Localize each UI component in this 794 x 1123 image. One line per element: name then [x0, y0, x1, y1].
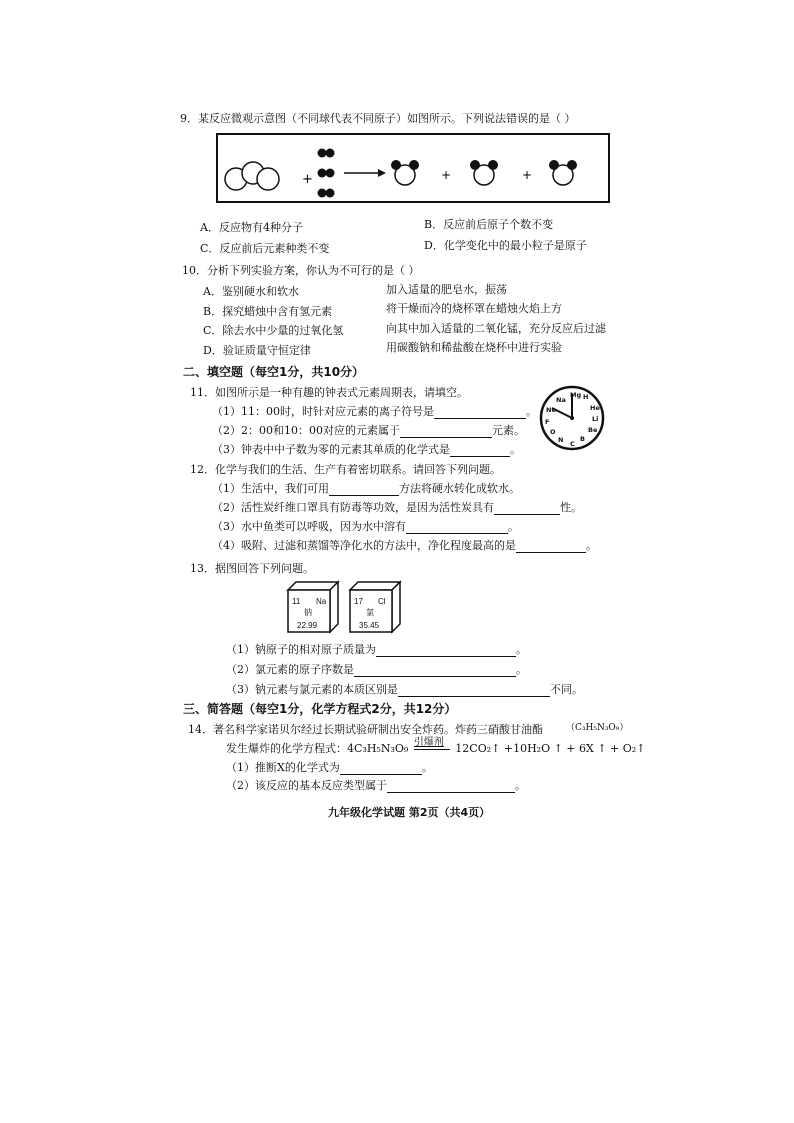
q13-part2-text: （2）氯元素的原子序数是 — [226, 663, 354, 676]
black-atom — [326, 149, 335, 158]
na-name: 钠 — [304, 608, 312, 617]
black-atom — [409, 160, 419, 170]
element-cards — [284, 578, 406, 634]
cl-mass: 35.45 — [359, 621, 380, 630]
q11-blank3 — [450, 446, 510, 457]
q14-equation — [226, 737, 646, 756]
black-atom — [567, 160, 577, 170]
q10-method-d: 用碳酸钠和稀盐酸在烧杯中进行实验 — [386, 341, 562, 354]
clock-label-o: O — [550, 428, 556, 436]
q9-stem: 9．某反应微观示意图（不同球代表不同原子）如图所示。下列说法错误的是（ ） — [180, 112, 576, 125]
q13-part3 — [226, 681, 583, 697]
q13-part3-text: （3）钠元素与氯元素的本质区别是 — [226, 683, 398, 696]
q12-part2-text: （2）活性炭纤维口罩具有防毒等功效，是因为活性炭具有 — [212, 501, 494, 514]
q14-part2-text: （2）该反应的基本反应类型属于 — [226, 779, 387, 792]
section2-title: 二、填空题（每空1分，共10分） — [183, 365, 365, 379]
q12-part2-end: 性。 — [560, 501, 582, 514]
q12-part4 — [212, 537, 597, 553]
q9-option-a: A．反应物有4种分子 — [200, 221, 303, 234]
q13-part1-end: 。 — [516, 643, 527, 656]
cl-cube-side — [392, 582, 400, 632]
white-atom — [257, 168, 279, 190]
na-cube-side — [330, 582, 338, 632]
clock-label-li: Li — [592, 415, 599, 423]
q13-part2-end: 。 — [516, 663, 527, 676]
black-atom — [549, 160, 559, 170]
black-atom — [326, 189, 335, 198]
q14-part1-text: （1）推断X的化学式为 — [226, 761, 340, 774]
q10-goal-a: A．鉴别硬水和软水 — [203, 285, 299, 298]
clock-label-b: B — [580, 435, 585, 443]
q14-blank2 — [387, 782, 515, 793]
clock-label-n: N — [558, 436, 564, 444]
clock-label-f: F — [545, 418, 550, 426]
plus-sign: + — [302, 172, 313, 187]
q14-eq-condition: 引爆剂 — [413, 737, 444, 748]
na-number: 11 — [292, 597, 301, 606]
q13-part1 — [226, 641, 527, 657]
clock-label-he: He — [590, 404, 600, 412]
element-clock — [538, 384, 606, 452]
q10-goal-b: B．探究蜡烛中含有氢元素 — [203, 305, 333, 318]
q12-part4-text: （4）吸附、过滤和蒸馏等净化水的方法中，净化程度最高的是 — [212, 539, 516, 552]
q12-part2 — [212, 499, 582, 515]
reaction-svg — [218, 135, 608, 201]
clock-label-be: Be — [588, 426, 598, 434]
q12-part1-text: （1）生活中，我们可用 — [212, 482, 329, 495]
black-atom — [318, 189, 327, 198]
q11-part2-text: （2）2：00和10：00对应的元素属于 — [212, 424, 400, 437]
q13-part2 — [226, 661, 527, 677]
q12-stem: 12．化学与我们的生活、生产有着密切联系。请回答下列问题。 — [190, 463, 501, 476]
q10-method-a: 加入适量的肥皂水，振荡 — [386, 283, 507, 296]
cl-number: 17 — [354, 597, 363, 606]
q12-blank4 — [516, 542, 586, 553]
q12-part4-end: 。 — [586, 539, 597, 552]
q13-part1-text: （1）钠原子的相对原子质量为 — [226, 643, 376, 656]
black-atom — [488, 160, 498, 170]
black-atom — [318, 169, 327, 178]
clock-label-h: H — [583, 393, 589, 401]
cl-symbol: Cl — [378, 597, 386, 606]
q9-option-d: D．化学变化中的最小粒子是原子 — [424, 239, 587, 252]
q13-blank3 — [398, 686, 550, 697]
page-footer: 九年级化学试题 第2页（共4页） — [328, 806, 491, 819]
plus-sign: + — [441, 168, 452, 182]
q10-method-b: 将干燥而冷的烧杯罩在蜡烛火焰上方 — [386, 302, 562, 315]
q11-part2 — [212, 422, 525, 438]
clock-center — [570, 416, 574, 420]
q10-goal-c: C．除去水中少量的过氧化氢 — [203, 324, 344, 337]
q12-part3-text: （3）水中鱼类可以呼吸，因为水中溶有 — [212, 520, 406, 533]
q14-stem: 14．著名科学家诺贝尔经过长期试验研制出安全炸药。炸药三硝酸甘油酯 — [188, 723, 543, 736]
q11-blank1 — [434, 408, 526, 419]
q9-option-c: C．反应前后元素种类不变 — [200, 242, 330, 255]
q13-stem: 13．据图回答下列问题。 — [190, 562, 314, 575]
q14-part1 — [226, 759, 433, 775]
section3-title: 三、简答题（每空1分，化学方程式2分，共12分） — [183, 702, 457, 716]
reaction-diagram — [216, 133, 610, 203]
clock-label-c: C — [570, 440, 575, 448]
q14-blank1 — [340, 764, 422, 775]
na-mass: 22.99 — [297, 621, 318, 630]
q14-part2 — [226, 777, 526, 793]
q10-stem: 10．分析下列实验方案，你认为不可行的是（ ） — [182, 264, 420, 277]
q11-stem: 11．如图所示是一种有趣的钟表式元素周期表，请填空。 — [190, 386, 468, 399]
q14-formula: （C₃H₅N₃O₉） — [566, 723, 629, 733]
q11-part1 — [212, 403, 537, 419]
q11-part1-end: 。 — [526, 405, 537, 418]
black-atom — [470, 160, 480, 170]
q11-part3-end: 。 — [510, 443, 521, 456]
arrow-head — [378, 169, 386, 177]
q9-option-b: B．反应前后原子个数不变 — [424, 218, 554, 231]
q10-goal-d: D．验证质量守恒定律 — [203, 344, 311, 357]
q14-eq-suffix: 12CO₂↑ +10H₂O ↑ + 6X ↑ + O₂↑ — [455, 742, 646, 755]
q13-blank2 — [354, 666, 516, 677]
q14-eq-arrow — [412, 737, 452, 755]
q14-part2-end: 。 — [515, 779, 526, 792]
q14-part1-end: 。 — [421, 761, 433, 774]
clock-label-ne: Ne — [546, 406, 556, 414]
q12-part1-end: 方法将硬水转化成软水。 — [399, 482, 520, 495]
q12-part1 — [212, 480, 520, 496]
cl-name: 氯 — [366, 608, 374, 617]
black-atom — [318, 149, 327, 158]
plus-sign: + — [522, 168, 533, 182]
q10-method-c: 向其中加入适量的二氧化锰，充分反应后过滤 — [386, 322, 606, 335]
q12-blank2 — [494, 504, 560, 515]
q11-part1-text: （1）11：00时，时针对应元素的离子符号是 — [212, 405, 434, 418]
clock-label-na: Na — [556, 396, 566, 404]
q14-eq-prefix: 发生爆炸的化学方程式：4C₃H₅N₃O₉ — [226, 742, 409, 755]
q12-part3-end: 。 — [508, 520, 519, 533]
q13-blank1 — [376, 646, 516, 657]
black-atom — [391, 160, 401, 170]
black-atom — [326, 169, 335, 178]
q11-part2-end: 元素。 — [492, 424, 525, 437]
na-symbol: Na — [316, 597, 327, 606]
q11-part3 — [212, 441, 521, 457]
q14-eq-bar — [414, 749, 450, 750]
q11-part3-text: （3）钟表中中子数为零的元素其单质的化学式是 — [212, 443, 450, 456]
clock-label-mg: Mg — [570, 391, 582, 399]
q11-blank2 — [400, 427, 492, 438]
q12-blank3 — [406, 523, 508, 534]
q12-blank1 — [329, 485, 399, 496]
q13-part3-end: 不同。 — [550, 683, 583, 696]
q12-part3 — [212, 518, 519, 534]
